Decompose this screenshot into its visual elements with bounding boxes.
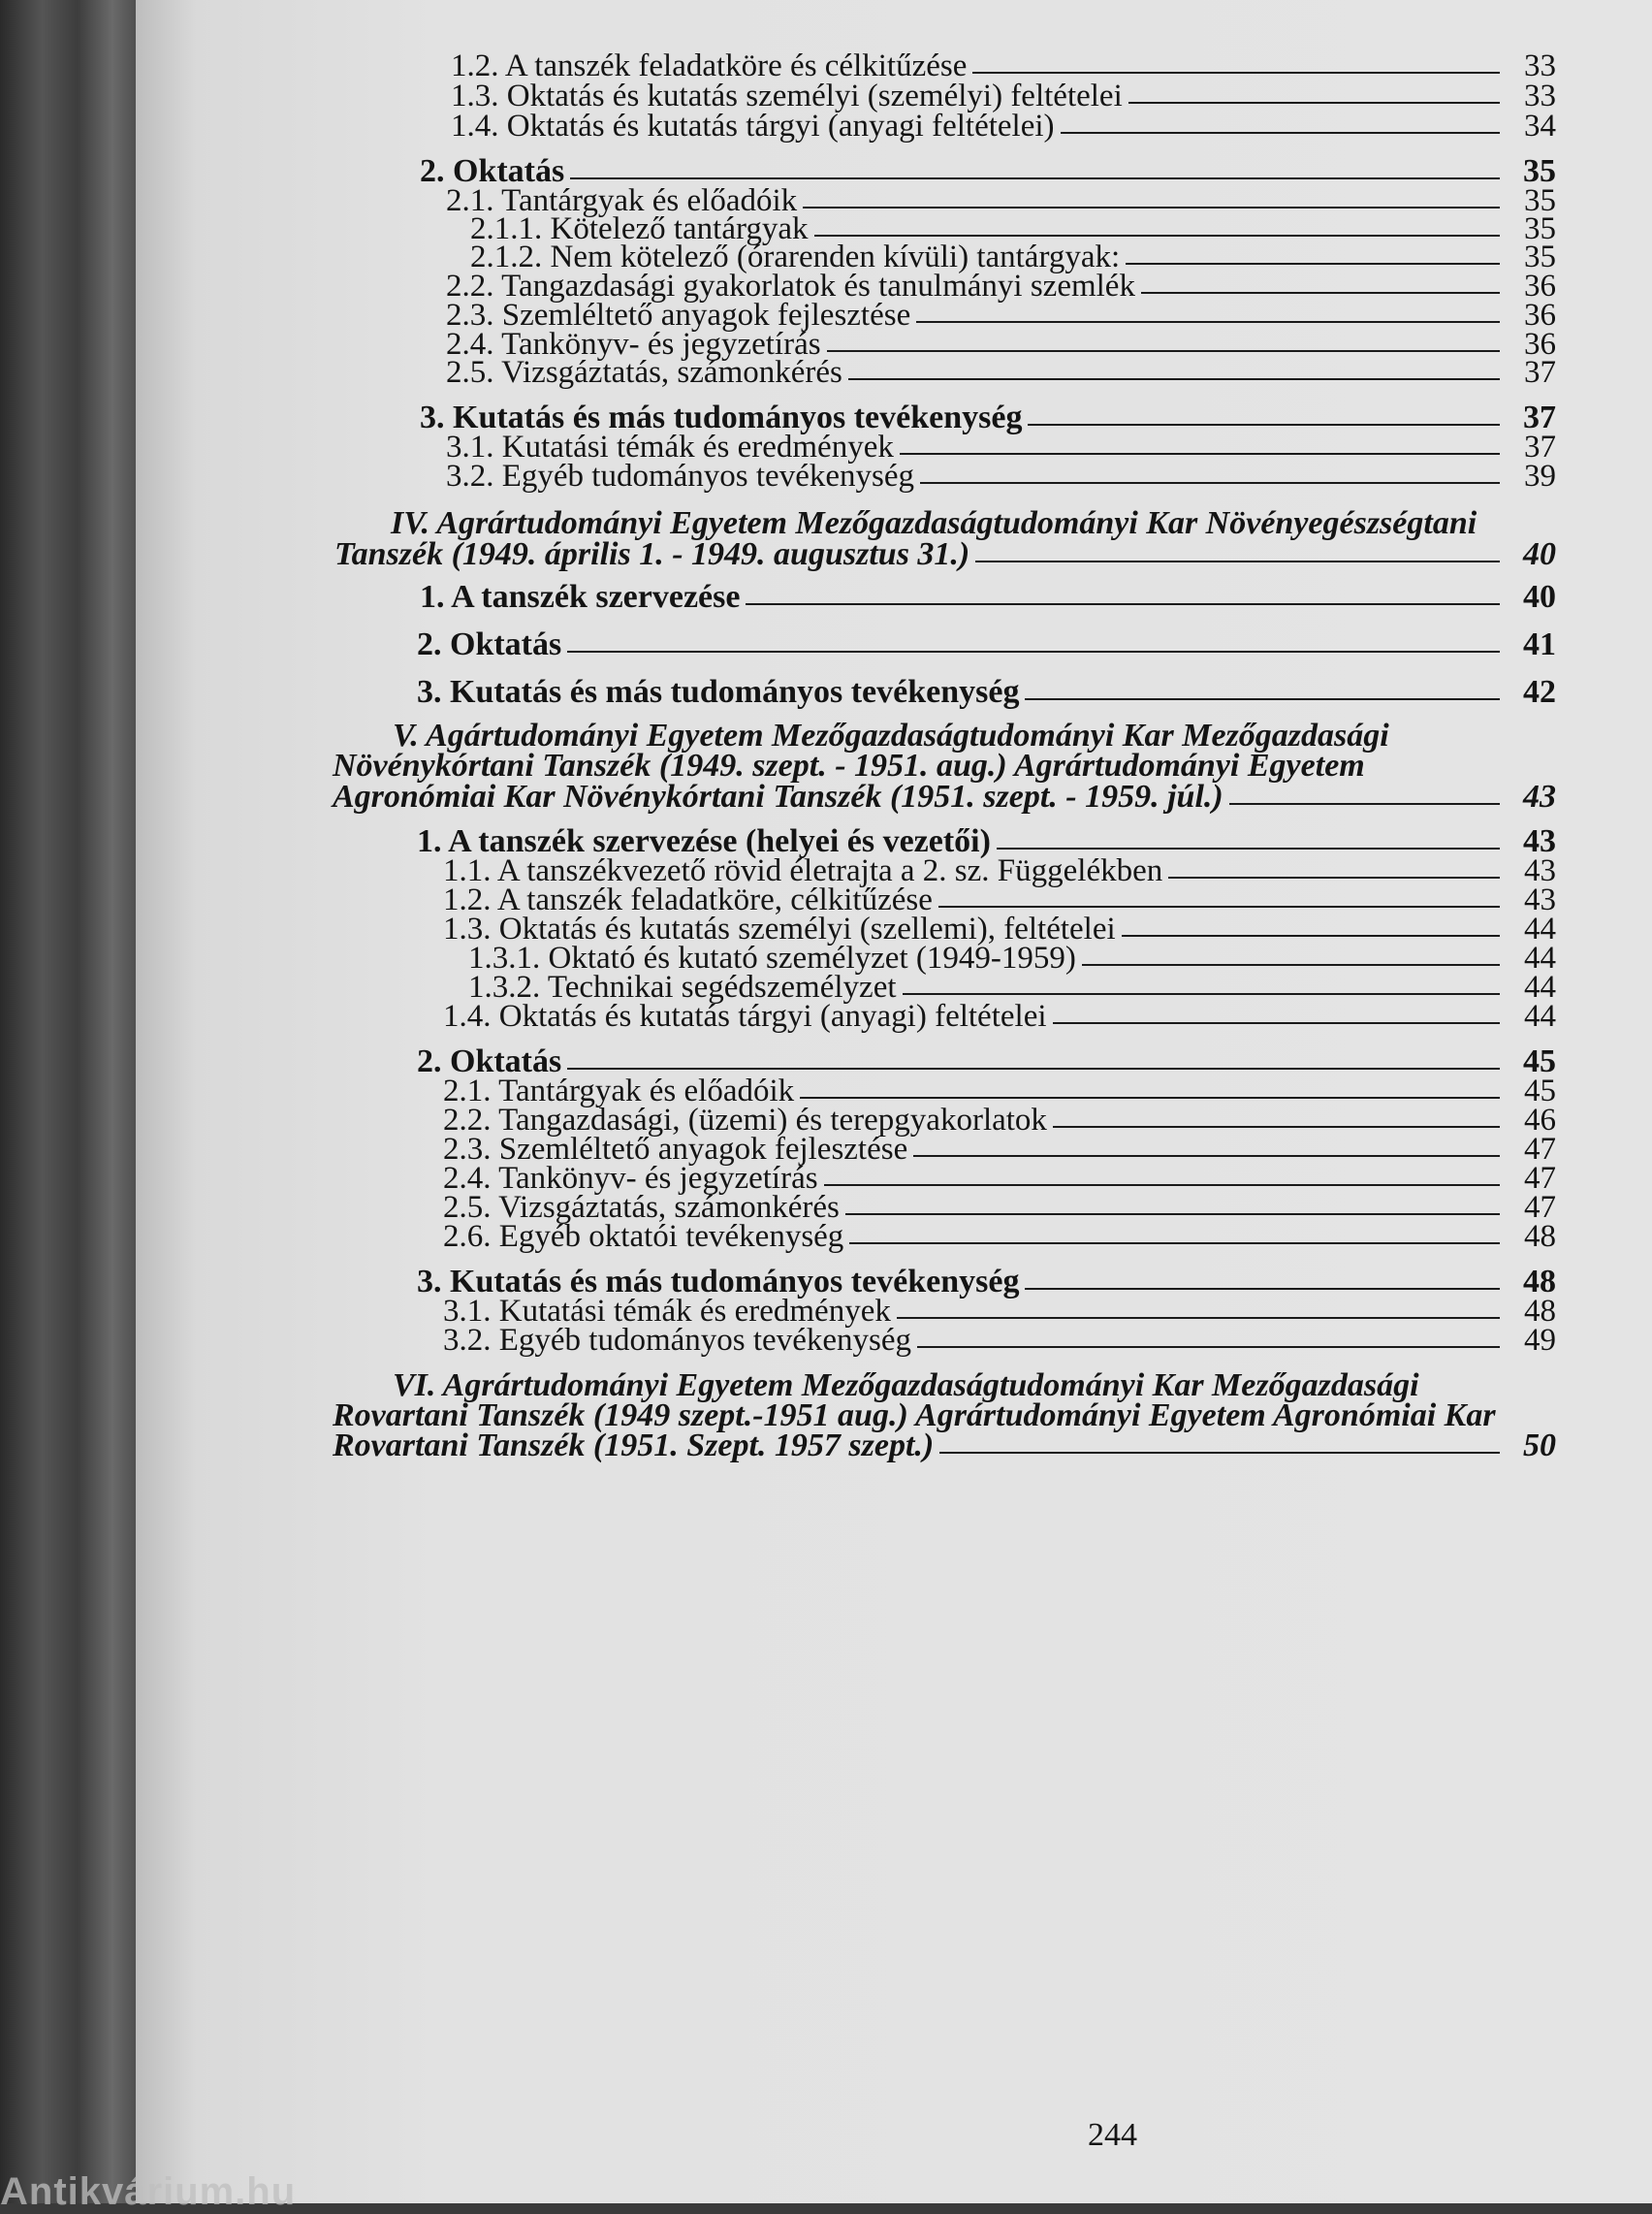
toc-entry: 2.1. Tantárgyak és előadóik 45 bbox=[443, 1074, 1556, 1108]
chapter-title-entry: Tanszék (1949. április 1. - 1949. augusztus 31.) 40 bbox=[334, 536, 1556, 572]
toc-entry: 1.3.1. Oktató és kutató személyzet (1949-1959) 44 bbox=[468, 941, 1556, 976]
page-number: 244 bbox=[1088, 2117, 1137, 2153]
toc-entry: 2.2. Tangazdasági gyakorlatok és tanulmányi szemlék 36 bbox=[446, 269, 1556, 304]
toc-entry: 2.1. Tantárgyak és előadóik 35 bbox=[446, 183, 1556, 218]
chapter-title: V. Agártudományi Egyetem Mezőgazdaságtudományi Kar Mezőgazdasági bbox=[393, 718, 1389, 754]
toc-entry: 2.4. Tankönyv- és jegyzetírás 36 bbox=[446, 327, 1556, 362]
toc-entry: 1.3. Oktatás és kutatás személyi (szellemi), feltételei 44 bbox=[443, 912, 1556, 947]
toc-heading: 2. Oktatás 45 bbox=[417, 1043, 1556, 1079]
book-page bbox=[136, 0, 1652, 2203]
toc-entry: 2.4. Tankönyv- és jegyzetírás 47 bbox=[443, 1161, 1556, 1196]
toc-heading: 3. Kutatás és más tudományos tevékenység 42 bbox=[417, 674, 1556, 710]
toc-entry: 1.3. Oktatás és kutatás személyi (személyi) feltételei 33 bbox=[451, 79, 1556, 113]
toc-entry: 3.2. Egyéb tudományos tevékenység 39 bbox=[446, 459, 1556, 494]
toc-entry: 2.1.1. Kötelező tantárgyak 35 bbox=[470, 211, 1556, 246]
toc-heading: 2. Oktatás 41 bbox=[417, 626, 1556, 662]
book-spine bbox=[0, 0, 141, 2203]
toc-heading: 1. A tanszék szervezése (helyei és vezetői) 43 bbox=[417, 823, 1556, 859]
toc-entry: 2.1.2. Nem kötelező (órarenden kívüli) tantárgyak: 35 bbox=[470, 240, 1556, 274]
toc-entry: 2.5. Vizsgáztatás, számonkérés 37 bbox=[446, 355, 1556, 390]
chapter-title: Rovartani Tanszék (1949 szept.-1951 aug.) Agrártudományi Egyetem Agronómiai Kar bbox=[333, 1397, 1496, 1433]
toc-entry: 2.6. Egyéb oktatói tevékenység 48 bbox=[443, 1219, 1556, 1254]
chapter-title: Növénykórtani Tanszék (1949. szept. - 1951. aug.) Agrártudományi Egyetem bbox=[333, 748, 1365, 784]
toc-entry: 1.4. Oktatás és kutatás tárgyi (anyagi feltételei) 34 bbox=[451, 109, 1556, 144]
toc-entry: 2.3. Szemléltető anyagok fejlesztése 36 bbox=[446, 298, 1556, 333]
chapter-title-entry: Rovartani Tanszék (1951. Szept. 1957 szept.) 50 bbox=[333, 1428, 1556, 1463]
toc-entry: 1.3.2. Technikai segédszemélyzet 44 bbox=[468, 970, 1556, 1005]
chapter-title: IV. Agrártudományi Egyetem Mezőgazdaságtudományi Kar Növényegészségtani bbox=[391, 505, 1477, 541]
toc-heading: 2. Oktatás 35 bbox=[420, 153, 1556, 189]
chapter-title-entry: Agronómiai Kar Növénykórtani Tanszék (1951. szept. - 1959. júl.) 43 bbox=[333, 779, 1556, 815]
toc-entry: 2.5. Vizsgáztatás, számonkérés 47 bbox=[443, 1190, 1556, 1225]
toc-entry: 1.4. Oktatás és kutatás tárgyi (anyagi) feltételei 44 bbox=[443, 999, 1556, 1034]
toc-entry: 1.1. A tanszékvezető rövid életrajta a 2. sz. Függelékben 43 bbox=[443, 853, 1556, 888]
toc-entry: 3.2. Egyéb tudományos tevékenység 49 bbox=[443, 1323, 1556, 1358]
toc-entry: 2.3. Szemléltető anyagok fejlesztése 47 bbox=[443, 1132, 1556, 1167]
toc-heading: 1. A tanszék szervezése 40 bbox=[420, 579, 1556, 615]
toc-entry: 3.1. Kutatási témák és eredmények 37 bbox=[446, 430, 1556, 465]
toc-entry: 2.2. Tangazdasági, (üzemi) és terepgyakorlatok 46 bbox=[443, 1103, 1556, 1138]
toc-entry: 3.1. Kutatási témák és eredmények 48 bbox=[443, 1294, 1556, 1329]
toc-entry: 1.2. A tanszék feladatköre, célkitűzése 43 bbox=[443, 882, 1556, 917]
toc-entry: 1.2. A tanszék feladatköre és célkitűzése 33 bbox=[451, 48, 1556, 83]
chapter-title: VI. Agrártudományi Egyetem Mezőgazdaságtudományi Kar Mezőgazdasági bbox=[393, 1367, 1419, 1403]
watermark: Antikvárium.hu bbox=[0, 2170, 297, 2213]
toc-heading: 3. Kutatás és más tudományos tevékenység 48 bbox=[417, 1264, 1556, 1300]
toc-heading: 3. Kutatás és más tudományos tevékenység 37 bbox=[420, 400, 1556, 435]
